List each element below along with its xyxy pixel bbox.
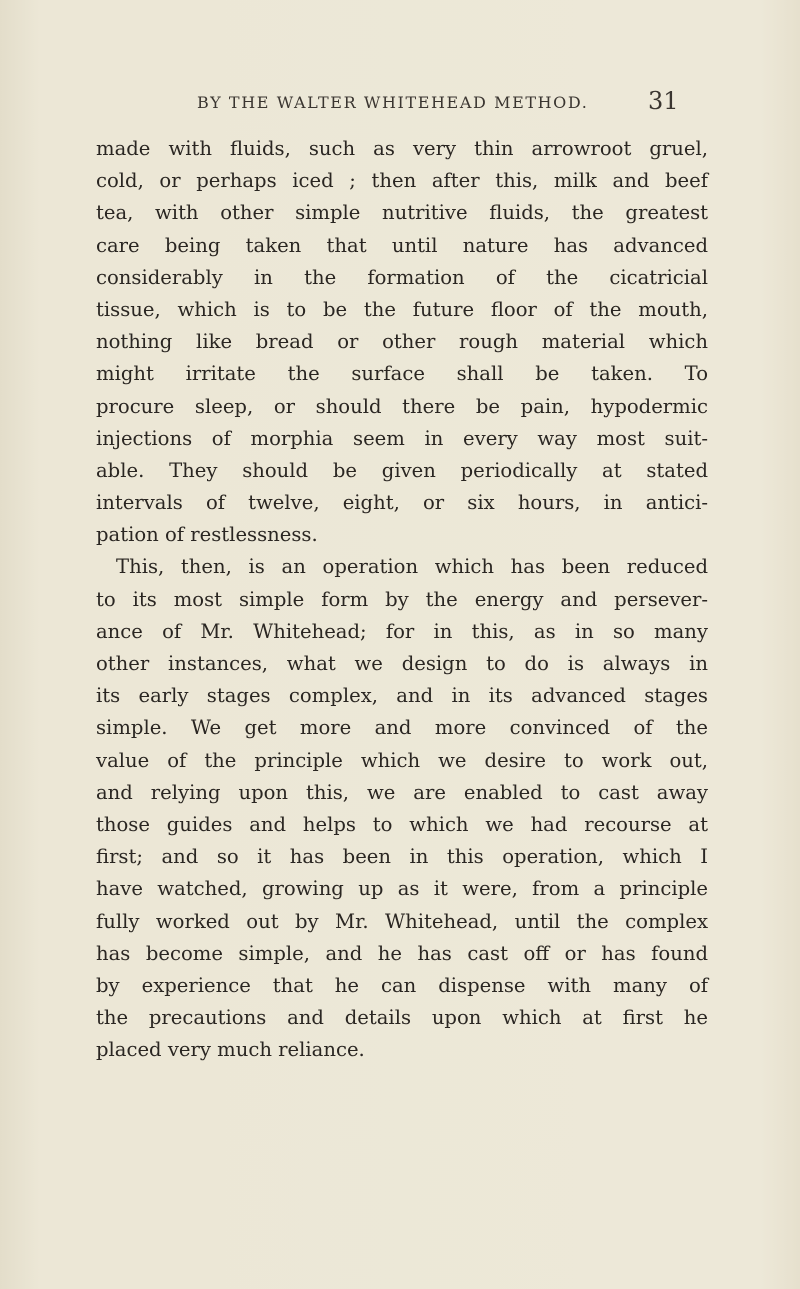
text-line: intervals of twelve, eight, or six hours, in antici- bbox=[96, 491, 708, 515]
paragraph-end-line: pation of restlessness. bbox=[96, 523, 318, 547]
text-line: care being taken that until nature has advanced bbox=[96, 233, 708, 257]
text-line: fully worked out by Mr. Whitehead, until the complex bbox=[96, 909, 708, 933]
text-line: those guides and helps to which we had recourse at bbox=[96, 812, 708, 836]
text-line: and relying upon this, we are enabled to cast away bbox=[96, 780, 708, 804]
running-head bbox=[0, 87, 800, 123]
text-line: its early stages complex, and in its advanced stages bbox=[96, 684, 708, 708]
text-line: simple. We get more and more convinced of the bbox=[96, 716, 708, 740]
text-line: considerably in the formation of the cicatricial bbox=[96, 265, 708, 289]
text-line: have watched, growing up as it were, from a principle bbox=[96, 877, 708, 901]
text-line: tissue, which is to be the future floor of the mouth, bbox=[96, 297, 708, 321]
text-line: to its most simple form by the energy and persever- bbox=[96, 587, 708, 611]
text-line: procure sleep, or should there be pain, hypodermic bbox=[96, 394, 708, 418]
text-line: injections of morphia seem in every way most suit- bbox=[96, 426, 708, 450]
text-line: cold, or perhaps iced ; then after this, milk and beef bbox=[96, 169, 708, 193]
paragraph-end-line: placed very much reliance. bbox=[96, 1038, 365, 1062]
text-line: the precautions and details upon which at first he bbox=[96, 1006, 708, 1030]
text-line: made with fluids, such as very thin arrowroot gruel, bbox=[96, 137, 708, 160]
text-line: first; and so it has been in this operation, which I bbox=[96, 845, 708, 869]
page-number: 31 bbox=[648, 87, 679, 115]
text-line: by experience that he can dispense with many of bbox=[96, 973, 708, 997]
paragraph-start-line: This, then, is an operation which has been reduced bbox=[116, 555, 708, 579]
text-line: able. They should be given periodically at stated bbox=[96, 458, 708, 482]
text-line: has become simple, and he has cast off or has found bbox=[96, 941, 708, 965]
text-line: value of the principle which we desire to work out, bbox=[96, 748, 708, 772]
text-line: other instances, what we design to do is always in bbox=[96, 652, 708, 675]
running-title: BY THE WALTER WHITEHEAD METHOD. bbox=[197, 93, 589, 112]
text-line: ance of Mr. Whitehead; for in this, as in so many bbox=[96, 619, 708, 643]
text-line: tea, with other simple nutritive fluids, the greatest bbox=[96, 201, 708, 225]
text-line: might irritate the surface shall be taken. To bbox=[96, 362, 708, 386]
text-line: nothing like bread or other rough material which bbox=[96, 330, 708, 354]
body-text bbox=[96, 133, 708, 1066]
